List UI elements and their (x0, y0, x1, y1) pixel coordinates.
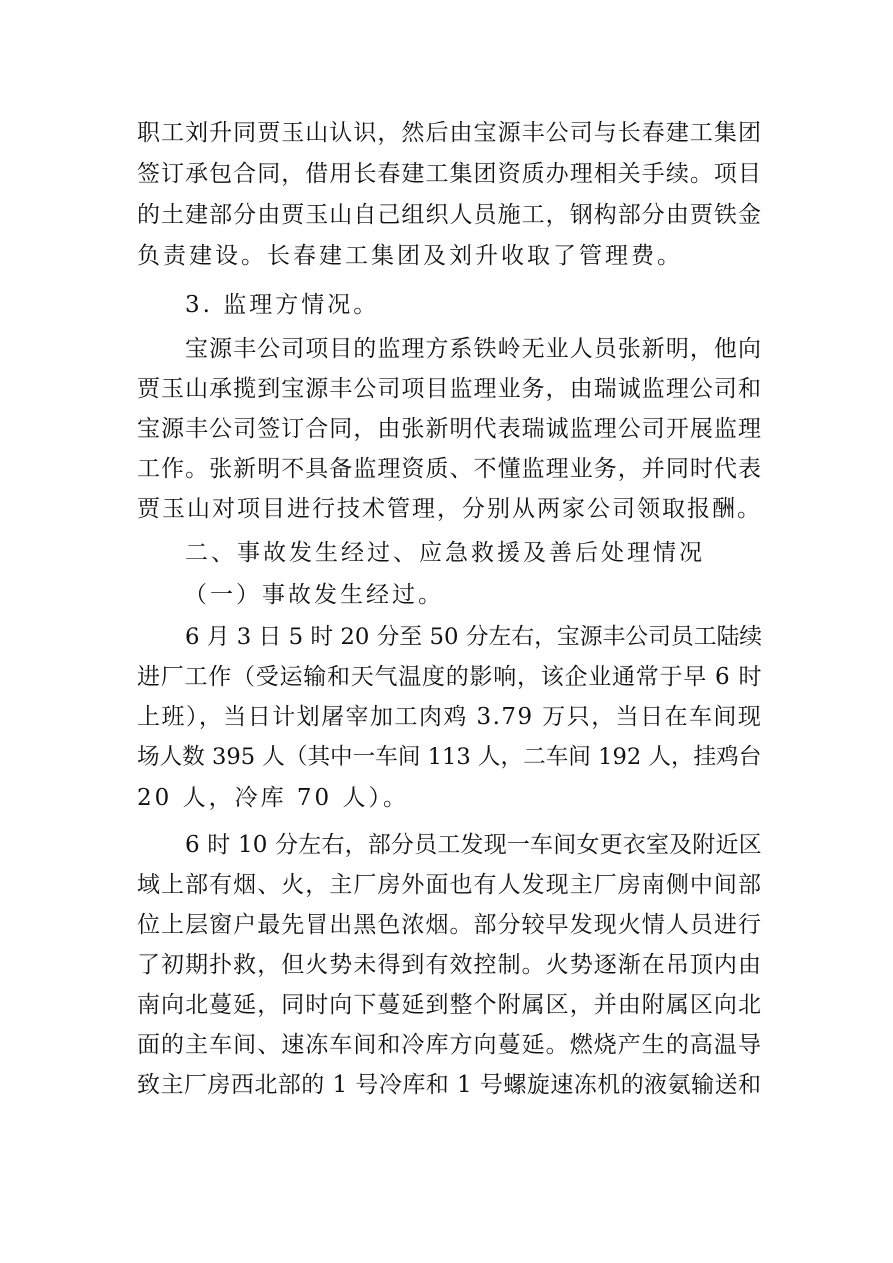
subsection-heading: （一）事故发生经过。 (184, 582, 444, 608)
paragraph-start: 宝源丰公司项目的监理方系铁岭无业人员张新明，他向 (185, 336, 762, 362)
text-line: 的土建部分由贾玉山自己组织人员施工，钢构部分由贾铁金 (137, 202, 762, 228)
text-line: 上班），当日计划屠宰加工肉鸡 3.79 万只，当日在车间现 (137, 704, 763, 730)
text-line: 进厂工作（受运输和天气温度的影响，该企业通常于早 6 时 (137, 664, 763, 690)
text-line: 位上层窗户最先冒出黑色浓烟。部分较早发现火情人员进行 (137, 912, 762, 938)
text-line: 致主厂房西北部的 1 号冷库和 1 号螺旋速冻机的液氨输送和 (137, 1072, 762, 1098)
text-line: 场人数 395 人（其中一车间 113 人，二车间 192 人，挂鸡台 (137, 744, 762, 770)
text-line: 宝源丰公司签订合同，由张新明代表瑞诚监理公司开展监理 (137, 416, 762, 442)
text-line: 负责建设。长春建工集团及刘升收取了管理费。 (137, 243, 683, 269)
text-line: 面的主车间、速冻车间和冷库方向蔓延。燃烧产生的高温导 (137, 1032, 762, 1058)
text-line: 职工刘升同贾玉山认识，然后由宝源丰公司与长春建工集团 (137, 120, 762, 146)
text-line: 贾玉山对项目进行技术管理，分别从两家公司领取报酬。 (137, 496, 762, 522)
text-line: 了初期扑救，但火势未得到有效控制。火势逐渐在吊顶内由 (137, 952, 762, 978)
paragraph-start: 6 月 3 日 5 时 20 分至 50 分左右，宝源丰公司员工陆续 (185, 624, 763, 650)
text-line: 签订承包合同，借用长春建工集团资质办理相关手续。项目 (137, 161, 762, 187)
text-line: 20 人，冷库 70 人）。 (137, 785, 409, 811)
section-heading: 3. 监理方情况。 (185, 292, 380, 318)
chapter-heading: 二、事故发生经过、应急救援及善后处理情况 (185, 540, 705, 566)
text-line: 贾玉山承揽到宝源丰公司项目监理业务，由瑞诚监理公司和 (137, 376, 762, 402)
text-line: 工作。张新明不具备监理资质、不懂监理业务，并同时代表 (137, 456, 762, 482)
text-line: 域上部有烟、火，主厂房外面也有人发现主厂房南侧中间部 (137, 872, 762, 898)
paragraph-start: 6 时 10 分左右，部分员工发现一车间女更衣室及附近区 (185, 832, 762, 858)
text-line: 南向北蔓延，同时向下蔓延到整个附属区，并由附属区向北 (137, 992, 762, 1018)
